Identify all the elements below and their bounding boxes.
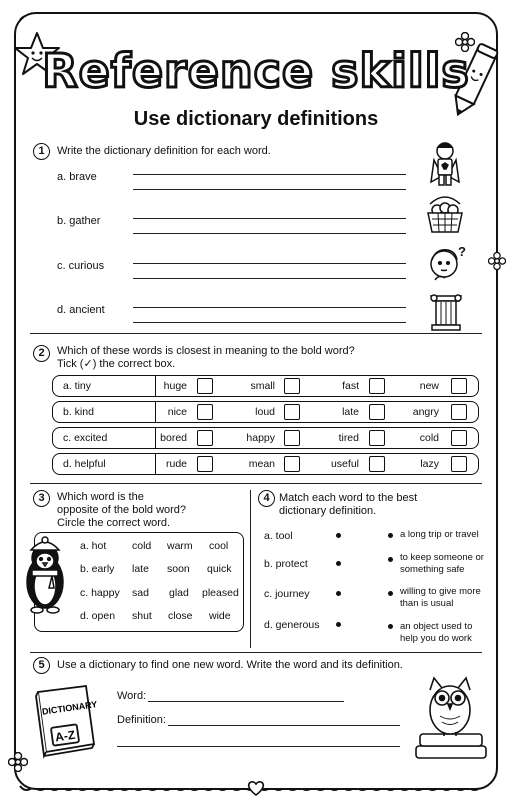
column-divider — [250, 490, 251, 648]
bold-word: a. hot — [80, 540, 107, 552]
choice-word[interactable]: sad — [132, 587, 149, 599]
tick-box[interactable] — [284, 404, 300, 420]
tick-box[interactable] — [284, 456, 300, 472]
section-number: 3 — [33, 490, 50, 507]
greek-column-icon — [428, 290, 464, 332]
section4-instruction: Match each word to the best — [279, 492, 418, 504]
row-separator — [155, 376, 156, 396]
choice-word[interactable]: late — [132, 563, 149, 575]
option-word: lazy — [420, 458, 439, 470]
word-curious: c. curious — [57, 260, 105, 272]
section-number: 4 — [258, 490, 275, 507]
section1-instruction: Write the dictionary definition for each word. — [57, 145, 271, 157]
match-dot[interactable] — [336, 533, 341, 538]
worksheet-subtitle: Use dictionary definitions — [133, 108, 379, 130]
option-word: rude — [165, 458, 187, 470]
match-definition: willing to give more than is usual — [400, 586, 481, 609]
word-answer-line[interactable] — [148, 701, 344, 702]
option-word: happy — [246, 432, 275, 444]
choice-word[interactable]: soon — [167, 563, 190, 575]
match-dot[interactable] — [388, 533, 393, 538]
section2-instruction: Which of these words is closest in meaning to the bold word? — [57, 345, 355, 357]
tick-box[interactable] — [284, 430, 300, 446]
tick-box[interactable] — [369, 404, 385, 420]
option-word: bored — [160, 432, 187, 444]
flower-icon — [8, 752, 28, 772]
section-divider — [30, 652, 482, 653]
flower-icon — [488, 252, 506, 270]
answer-line[interactable] — [133, 174, 406, 175]
answer-line[interactable] — [133, 307, 406, 308]
choice-word[interactable]: shut — [132, 610, 152, 622]
option-word: angry — [412, 406, 439, 418]
choice-word[interactable]: glad — [169, 587, 189, 599]
answer-line[interactable] — [133, 189, 406, 190]
svg-text:?: ? — [458, 244, 466, 259]
answer-line[interactable] — [133, 233, 406, 234]
match-definition: a long trip or travel — [400, 529, 479, 540]
match-dot[interactable] — [388, 557, 393, 562]
thinking-child-icon — [426, 242, 470, 286]
word-gather: b. gather — [57, 215, 101, 227]
bold-word: d. helpful — [63, 458, 106, 470]
word-brave: a. brave — [57, 171, 97, 183]
choice-word[interactable]: warm — [167, 540, 193, 552]
synonym-row — [52, 375, 479, 397]
synonym-row — [52, 401, 479, 423]
option-word: late — [342, 406, 359, 418]
option-word: small — [250, 380, 275, 392]
match-dot[interactable] — [336, 622, 341, 627]
word-ancient: d. ancient — [57, 304, 105, 316]
section3-instruction: opposite of the bold word? — [57, 504, 187, 516]
definition-answer-line[interactable] — [168, 725, 400, 726]
tick-box[interactable] — [369, 378, 385, 394]
dictionary-book-icon — [28, 682, 104, 762]
row-separator — [155, 402, 156, 422]
worksheet-title: Reference skills — [42, 44, 470, 98]
option-word: new — [419, 380, 439, 392]
heart-icon — [246, 779, 266, 797]
answer-line[interactable] — [133, 263, 406, 264]
match-word: a. tool — [264, 530, 293, 542]
match-dot[interactable] — [388, 624, 393, 629]
penguin-icon — [22, 536, 68, 616]
section-divider — [30, 483, 482, 484]
bold-word: b. early — [80, 563, 115, 575]
option-word: cold — [419, 432, 439, 444]
tick-box[interactable] — [451, 456, 467, 472]
option-word: huge — [163, 380, 187, 392]
owl-on-books-icon — [408, 672, 492, 764]
option-word: useful — [330, 458, 359, 470]
bold-word: a. tiny — [63, 380, 92, 392]
choice-word[interactable]: pleased — [202, 587, 239, 599]
tick-box[interactable] — [451, 404, 467, 420]
section3-instruction: Which word is the — [57, 491, 144, 503]
tick-box[interactable] — [451, 378, 467, 394]
synonym-row — [52, 427, 479, 449]
bold-word: c. excited — [63, 432, 108, 444]
definition-answer-line[interactable] — [117, 746, 400, 747]
tick-box[interactable] — [197, 378, 213, 394]
answer-line[interactable] — [133, 278, 406, 279]
choice-word[interactable]: cold — [132, 540, 152, 552]
section-divider — [30, 333, 482, 334]
section5-instruction: Use a dictionary to find one new word. Write the word and its definition. — [57, 659, 403, 671]
section4-instruction: dictionary definition. — [279, 505, 377, 517]
bold-word: c. happy — [80, 587, 120, 599]
book-subtitle: A-Z — [54, 727, 77, 745]
tick-box[interactable] — [369, 456, 385, 472]
row-separator — [155, 454, 156, 474]
definition-label: Definition: — [117, 714, 166, 726]
tick-box[interactable] — [284, 378, 300, 394]
match-dot[interactable] — [336, 561, 341, 566]
match-dot[interactable] — [336, 591, 341, 596]
choice-word[interactable]: quick — [207, 563, 232, 575]
choice-word[interactable]: cool — [209, 540, 229, 552]
match-word: b. protect — [264, 558, 308, 570]
choice-word[interactable]: close — [168, 610, 193, 622]
row-separator — [155, 428, 156, 448]
section-number: 2 — [33, 345, 50, 362]
match-definition: to keep someone or something safe — [400, 552, 484, 575]
option-word: fast — [342, 380, 359, 392]
tick-box[interactable] — [197, 430, 213, 446]
tick-box[interactable] — [369, 430, 385, 446]
option-word: nice — [167, 406, 187, 418]
answer-line[interactable] — [133, 218, 406, 219]
match-definition: an object used to help you do work — [400, 621, 473, 644]
tick-box[interactable] — [451, 430, 467, 446]
section-number: 1 — [33, 143, 50, 160]
synonym-row — [52, 453, 479, 475]
section-number: 5 — [33, 657, 50, 674]
option-word: mean — [248, 458, 275, 470]
bold-word: b. kind — [63, 406, 94, 418]
match-dot[interactable] — [388, 591, 393, 596]
word-label: Word: — [117, 690, 147, 702]
match-word: d. generous — [264, 619, 320, 631]
option-word: tired — [338, 432, 359, 444]
book-title: DICTIONARY — [41, 699, 98, 717]
bold-word: d. open — [80, 610, 116, 622]
match-word: c. journey — [264, 588, 310, 600]
option-word: loud — [255, 406, 275, 418]
superhero-boy-icon — [428, 140, 462, 188]
tick-box[interactable] — [197, 404, 213, 420]
section2-instruction-tick: Tick (✓) the correct box. — [57, 358, 176, 370]
tick-box[interactable] — [197, 456, 213, 472]
apple-basket-icon — [424, 196, 466, 236]
choice-word[interactable]: wide — [209, 610, 231, 622]
answer-line[interactable] — [133, 322, 406, 323]
section3-instruction: Circle the correct word. — [57, 517, 171, 529]
